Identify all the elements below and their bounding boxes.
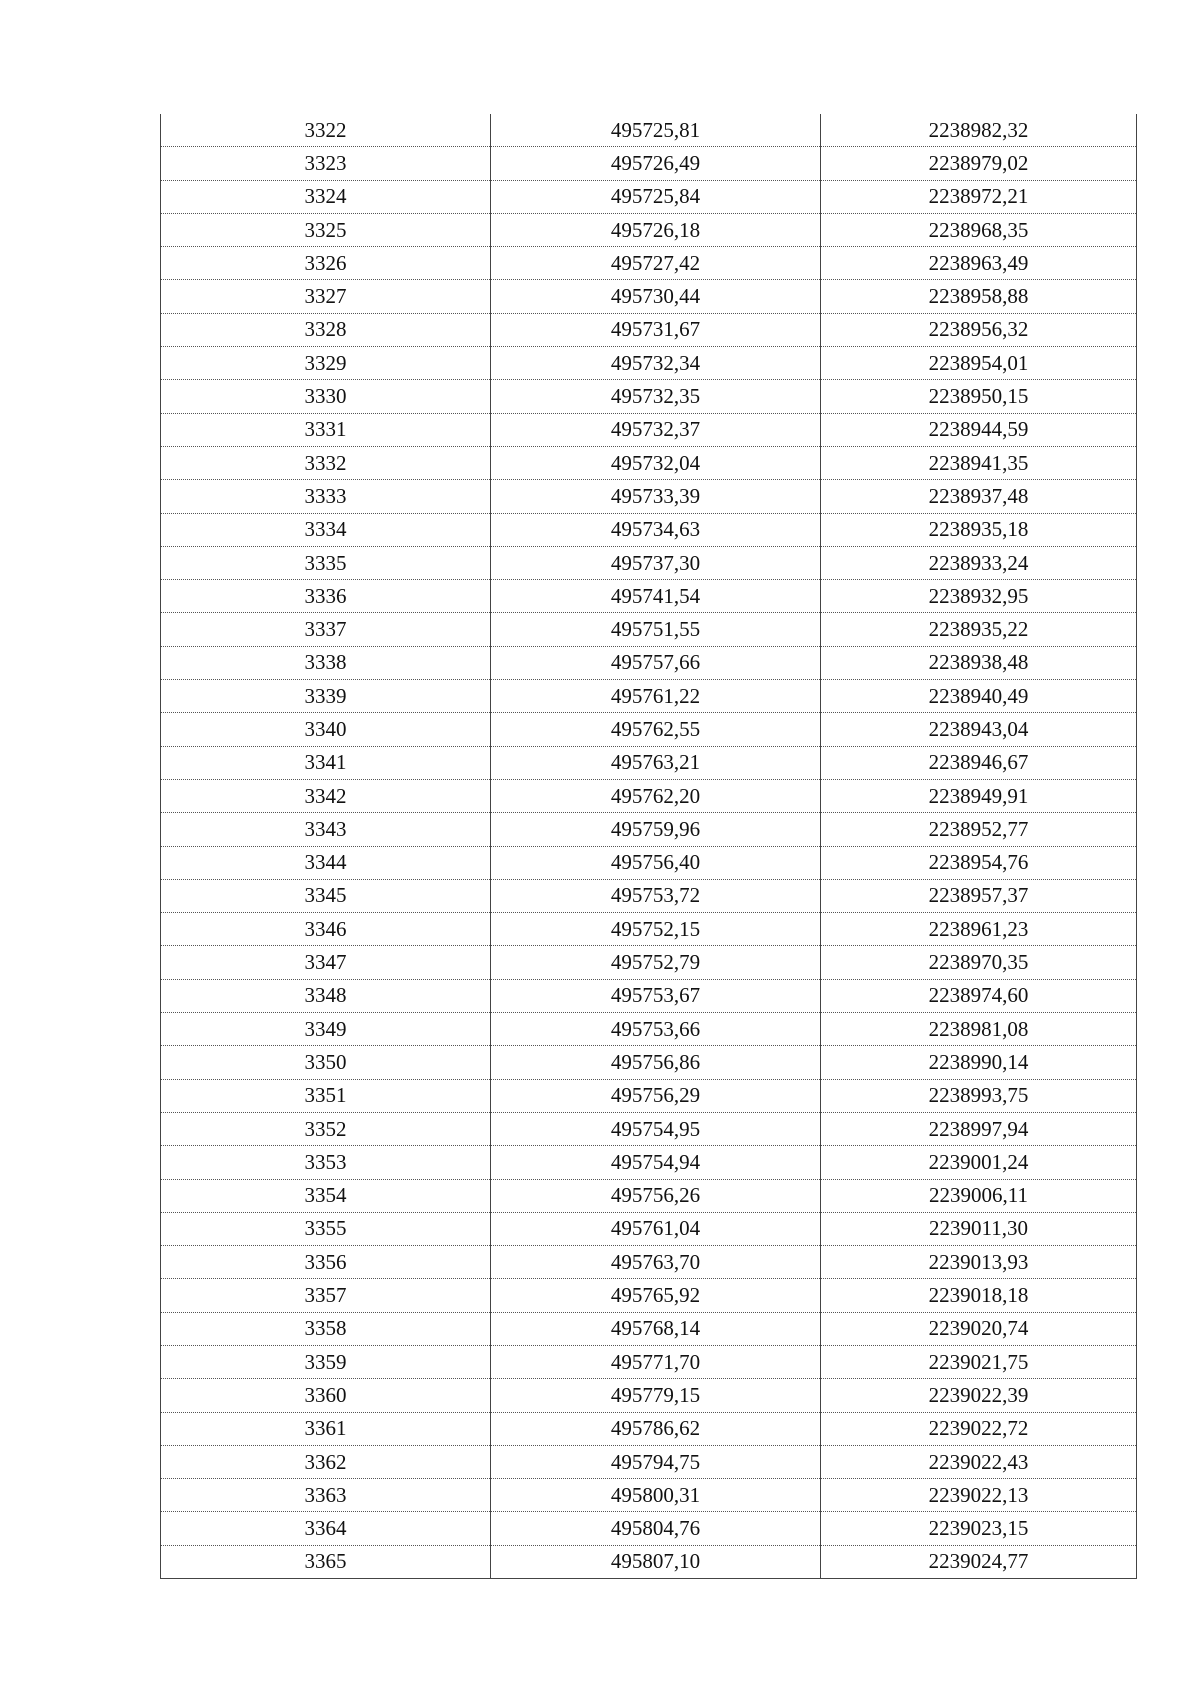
point-number-cell: 3346 bbox=[161, 913, 491, 946]
table-row bbox=[161, 613, 1137, 646]
table-row bbox=[161, 813, 1137, 846]
point-number-cell: 3341 bbox=[161, 746, 491, 779]
y-coordinate-cell: 2238952,77 bbox=[821, 813, 1137, 846]
y-coordinate-cell: 2238981,08 bbox=[821, 1013, 1137, 1046]
table-row bbox=[161, 1112, 1137, 1145]
y-coordinate-cell: 2238963,49 bbox=[821, 247, 1137, 280]
x-coordinate-cell: 495800,31 bbox=[491, 1479, 821, 1512]
table-row bbox=[161, 280, 1137, 313]
x-coordinate-cell: 495762,20 bbox=[491, 779, 821, 812]
table-row bbox=[161, 147, 1137, 180]
coordinates-table-body bbox=[161, 114, 1137, 1579]
point-number-cell: 3331 bbox=[161, 413, 491, 446]
y-coordinate-cell: 2238972,21 bbox=[821, 180, 1137, 213]
table-row bbox=[161, 1345, 1137, 1378]
y-coordinate-cell: 2238974,60 bbox=[821, 979, 1137, 1012]
point-number-cell: 3343 bbox=[161, 813, 491, 846]
x-coordinate-cell: 495804,76 bbox=[491, 1512, 821, 1545]
table-row bbox=[161, 1545, 1137, 1578]
x-coordinate-cell: 495763,70 bbox=[491, 1246, 821, 1279]
point-number-cell: 3365 bbox=[161, 1545, 491, 1578]
y-coordinate-cell: 2238935,18 bbox=[821, 513, 1137, 546]
point-number-cell: 3330 bbox=[161, 380, 491, 413]
x-coordinate-cell: 495725,84 bbox=[491, 180, 821, 213]
x-coordinate-cell: 495753,66 bbox=[491, 1013, 821, 1046]
y-coordinate-cell: 2238950,15 bbox=[821, 380, 1137, 413]
x-coordinate-cell: 495753,67 bbox=[491, 979, 821, 1012]
point-number-cell: 3361 bbox=[161, 1412, 491, 1445]
y-coordinate-cell: 2239024,77 bbox=[821, 1545, 1137, 1578]
x-coordinate-cell: 495756,40 bbox=[491, 846, 821, 879]
x-coordinate-cell: 495761,22 bbox=[491, 680, 821, 713]
y-coordinate-cell: 2239018,18 bbox=[821, 1279, 1137, 1312]
y-coordinate-cell: 2239022,39 bbox=[821, 1379, 1137, 1412]
table-row bbox=[161, 746, 1137, 779]
table-row bbox=[161, 213, 1137, 246]
x-coordinate-cell: 495757,66 bbox=[491, 646, 821, 679]
table-row bbox=[161, 1479, 1137, 1512]
y-coordinate-cell: 2238937,48 bbox=[821, 480, 1137, 513]
table-row bbox=[161, 380, 1137, 413]
point-number-cell: 3351 bbox=[161, 1079, 491, 1112]
y-coordinate-cell: 2239022,43 bbox=[821, 1445, 1137, 1478]
y-coordinate-cell: 2239006,11 bbox=[821, 1179, 1137, 1212]
x-coordinate-cell: 495734,63 bbox=[491, 513, 821, 546]
point-number-cell: 3336 bbox=[161, 580, 491, 613]
y-coordinate-cell: 2238946,67 bbox=[821, 746, 1137, 779]
table-row bbox=[161, 779, 1137, 812]
x-coordinate-cell: 495732,34 bbox=[491, 347, 821, 380]
table-row bbox=[161, 1079, 1137, 1112]
y-coordinate-cell: 2238958,88 bbox=[821, 280, 1137, 313]
table-row bbox=[161, 347, 1137, 380]
table-row bbox=[161, 1212, 1137, 1245]
table-row bbox=[161, 946, 1137, 979]
table-row bbox=[161, 1279, 1137, 1312]
point-number-cell: 3345 bbox=[161, 879, 491, 912]
point-number-cell: 3338 bbox=[161, 646, 491, 679]
x-coordinate-cell: 495752,79 bbox=[491, 946, 821, 979]
point-number-cell: 3356 bbox=[161, 1246, 491, 1279]
y-coordinate-cell: 2238941,35 bbox=[821, 446, 1137, 479]
x-coordinate-cell: 495754,94 bbox=[491, 1146, 821, 1179]
y-coordinate-cell: 2239022,72 bbox=[821, 1412, 1137, 1445]
x-coordinate-cell: 495731,67 bbox=[491, 313, 821, 346]
point-number-cell: 3363 bbox=[161, 1479, 491, 1512]
x-coordinate-cell: 495786,62 bbox=[491, 1412, 821, 1445]
table-row bbox=[161, 680, 1137, 713]
point-number-cell: 3349 bbox=[161, 1013, 491, 1046]
point-number-cell: 3359 bbox=[161, 1345, 491, 1378]
y-coordinate-cell: 2238968,35 bbox=[821, 213, 1137, 246]
table-row bbox=[161, 1445, 1137, 1478]
table-row bbox=[161, 1179, 1137, 1212]
x-coordinate-cell: 495726,49 bbox=[491, 147, 821, 180]
y-coordinate-cell: 2239022,13 bbox=[821, 1479, 1137, 1512]
point-number-cell: 3340 bbox=[161, 713, 491, 746]
point-number-cell: 3333 bbox=[161, 480, 491, 513]
x-coordinate-cell: 495763,21 bbox=[491, 746, 821, 779]
point-number-cell: 3325 bbox=[161, 213, 491, 246]
x-coordinate-cell: 495756,86 bbox=[491, 1046, 821, 1079]
x-coordinate-cell: 495779,15 bbox=[491, 1379, 821, 1412]
y-coordinate-cell: 2238997,94 bbox=[821, 1112, 1137, 1145]
table-row bbox=[161, 1379, 1137, 1412]
y-coordinate-cell: 2238956,32 bbox=[821, 313, 1137, 346]
y-coordinate-cell: 2238935,22 bbox=[821, 613, 1137, 646]
table-row bbox=[161, 1512, 1137, 1545]
table-row bbox=[161, 1246, 1137, 1279]
x-coordinate-cell: 495732,37 bbox=[491, 413, 821, 446]
x-coordinate-cell: 495754,95 bbox=[491, 1112, 821, 1145]
x-coordinate-cell: 495794,75 bbox=[491, 1445, 821, 1478]
point-number-cell: 3350 bbox=[161, 1046, 491, 1079]
point-number-cell: 3355 bbox=[161, 1212, 491, 1245]
x-coordinate-cell: 495732,35 bbox=[491, 380, 821, 413]
point-number-cell: 3352 bbox=[161, 1112, 491, 1145]
table-row bbox=[161, 546, 1137, 579]
x-coordinate-cell: 495761,04 bbox=[491, 1212, 821, 1245]
y-coordinate-cell: 2238970,35 bbox=[821, 946, 1137, 979]
table-row bbox=[161, 480, 1137, 513]
x-coordinate-cell: 495771,70 bbox=[491, 1345, 821, 1378]
x-coordinate-cell: 495759,96 bbox=[491, 813, 821, 846]
point-number-cell: 3335 bbox=[161, 546, 491, 579]
x-coordinate-cell: 495762,55 bbox=[491, 713, 821, 746]
point-number-cell: 3339 bbox=[161, 680, 491, 713]
table-row bbox=[161, 913, 1137, 946]
y-coordinate-cell: 2238957,37 bbox=[821, 879, 1137, 912]
point-number-cell: 3322 bbox=[161, 114, 491, 147]
x-coordinate-cell: 495768,14 bbox=[491, 1312, 821, 1345]
y-coordinate-cell: 2239020,74 bbox=[821, 1312, 1137, 1345]
x-coordinate-cell: 495730,44 bbox=[491, 280, 821, 313]
table-row bbox=[161, 247, 1137, 280]
point-number-cell: 3332 bbox=[161, 446, 491, 479]
table-row bbox=[161, 1412, 1137, 1445]
point-number-cell: 3326 bbox=[161, 247, 491, 280]
x-coordinate-cell: 495733,39 bbox=[491, 480, 821, 513]
y-coordinate-cell: 2239011,30 bbox=[821, 1212, 1137, 1245]
point-number-cell: 3344 bbox=[161, 846, 491, 879]
table-row bbox=[161, 846, 1137, 879]
y-coordinate-cell: 2238954,76 bbox=[821, 846, 1137, 879]
point-number-cell: 3360 bbox=[161, 1379, 491, 1412]
point-number-cell: 3342 bbox=[161, 779, 491, 812]
coordinates-table bbox=[160, 114, 1137, 1579]
table-row bbox=[161, 1312, 1137, 1345]
point-number-cell: 3328 bbox=[161, 313, 491, 346]
y-coordinate-cell: 2238961,23 bbox=[821, 913, 1137, 946]
table-row bbox=[161, 180, 1137, 213]
table-row bbox=[161, 1046, 1137, 1079]
point-number-cell: 3354 bbox=[161, 1179, 491, 1212]
y-coordinate-cell: 2239013,93 bbox=[821, 1246, 1137, 1279]
table-row bbox=[161, 713, 1137, 746]
y-coordinate-cell: 2238940,49 bbox=[821, 680, 1137, 713]
x-coordinate-cell: 495741,54 bbox=[491, 580, 821, 613]
table-row bbox=[161, 580, 1137, 613]
point-number-cell: 3364 bbox=[161, 1512, 491, 1545]
y-coordinate-cell: 2238932,95 bbox=[821, 580, 1137, 613]
point-number-cell: 3347 bbox=[161, 946, 491, 979]
point-number-cell: 3329 bbox=[161, 347, 491, 380]
x-coordinate-cell: 495765,92 bbox=[491, 1279, 821, 1312]
point-number-cell: 3337 bbox=[161, 613, 491, 646]
point-number-cell: 3357 bbox=[161, 1279, 491, 1312]
y-coordinate-cell: 2238938,48 bbox=[821, 646, 1137, 679]
table-row bbox=[161, 446, 1137, 479]
y-coordinate-cell: 2238982,32 bbox=[821, 114, 1137, 147]
table-row bbox=[161, 313, 1137, 346]
table-row bbox=[161, 879, 1137, 912]
x-coordinate-cell: 495732,04 bbox=[491, 446, 821, 479]
table-row bbox=[161, 1013, 1137, 1046]
table-row bbox=[161, 513, 1137, 546]
x-coordinate-cell: 495756,29 bbox=[491, 1079, 821, 1112]
x-coordinate-cell: 495726,18 bbox=[491, 213, 821, 246]
x-coordinate-cell: 495737,30 bbox=[491, 546, 821, 579]
y-coordinate-cell: 2238944,59 bbox=[821, 413, 1137, 446]
x-coordinate-cell: 495725,81 bbox=[491, 114, 821, 147]
point-number-cell: 3358 bbox=[161, 1312, 491, 1345]
x-coordinate-cell: 495753,72 bbox=[491, 879, 821, 912]
x-coordinate-cell: 495751,55 bbox=[491, 613, 821, 646]
y-coordinate-cell: 2238979,02 bbox=[821, 147, 1137, 180]
table-row bbox=[161, 979, 1137, 1012]
y-coordinate-cell: 2239001,24 bbox=[821, 1146, 1137, 1179]
point-number-cell: 3334 bbox=[161, 513, 491, 546]
point-number-cell: 3362 bbox=[161, 1445, 491, 1478]
point-number-cell: 3348 bbox=[161, 979, 491, 1012]
y-coordinate-cell: 2238949,91 bbox=[821, 779, 1137, 812]
point-number-cell: 3323 bbox=[161, 147, 491, 180]
table-row bbox=[161, 413, 1137, 446]
y-coordinate-cell: 2238943,04 bbox=[821, 713, 1137, 746]
y-coordinate-cell: 2239023,15 bbox=[821, 1512, 1137, 1545]
y-coordinate-cell: 2239021,75 bbox=[821, 1345, 1137, 1378]
x-coordinate-cell: 495756,26 bbox=[491, 1179, 821, 1212]
table-row bbox=[161, 646, 1137, 679]
table-row bbox=[161, 1146, 1137, 1179]
y-coordinate-cell: 2238954,01 bbox=[821, 347, 1137, 380]
x-coordinate-cell: 495752,15 bbox=[491, 913, 821, 946]
table-row bbox=[161, 114, 1137, 147]
y-coordinate-cell: 2238933,24 bbox=[821, 546, 1137, 579]
point-number-cell: 3353 bbox=[161, 1146, 491, 1179]
x-coordinate-cell: 495727,42 bbox=[491, 247, 821, 280]
y-coordinate-cell: 2238990,14 bbox=[821, 1046, 1137, 1079]
y-coordinate-cell: 2238993,75 bbox=[821, 1079, 1137, 1112]
point-number-cell: 3324 bbox=[161, 180, 491, 213]
point-number-cell: 3327 bbox=[161, 280, 491, 313]
x-coordinate-cell: 495807,10 bbox=[491, 1545, 821, 1578]
